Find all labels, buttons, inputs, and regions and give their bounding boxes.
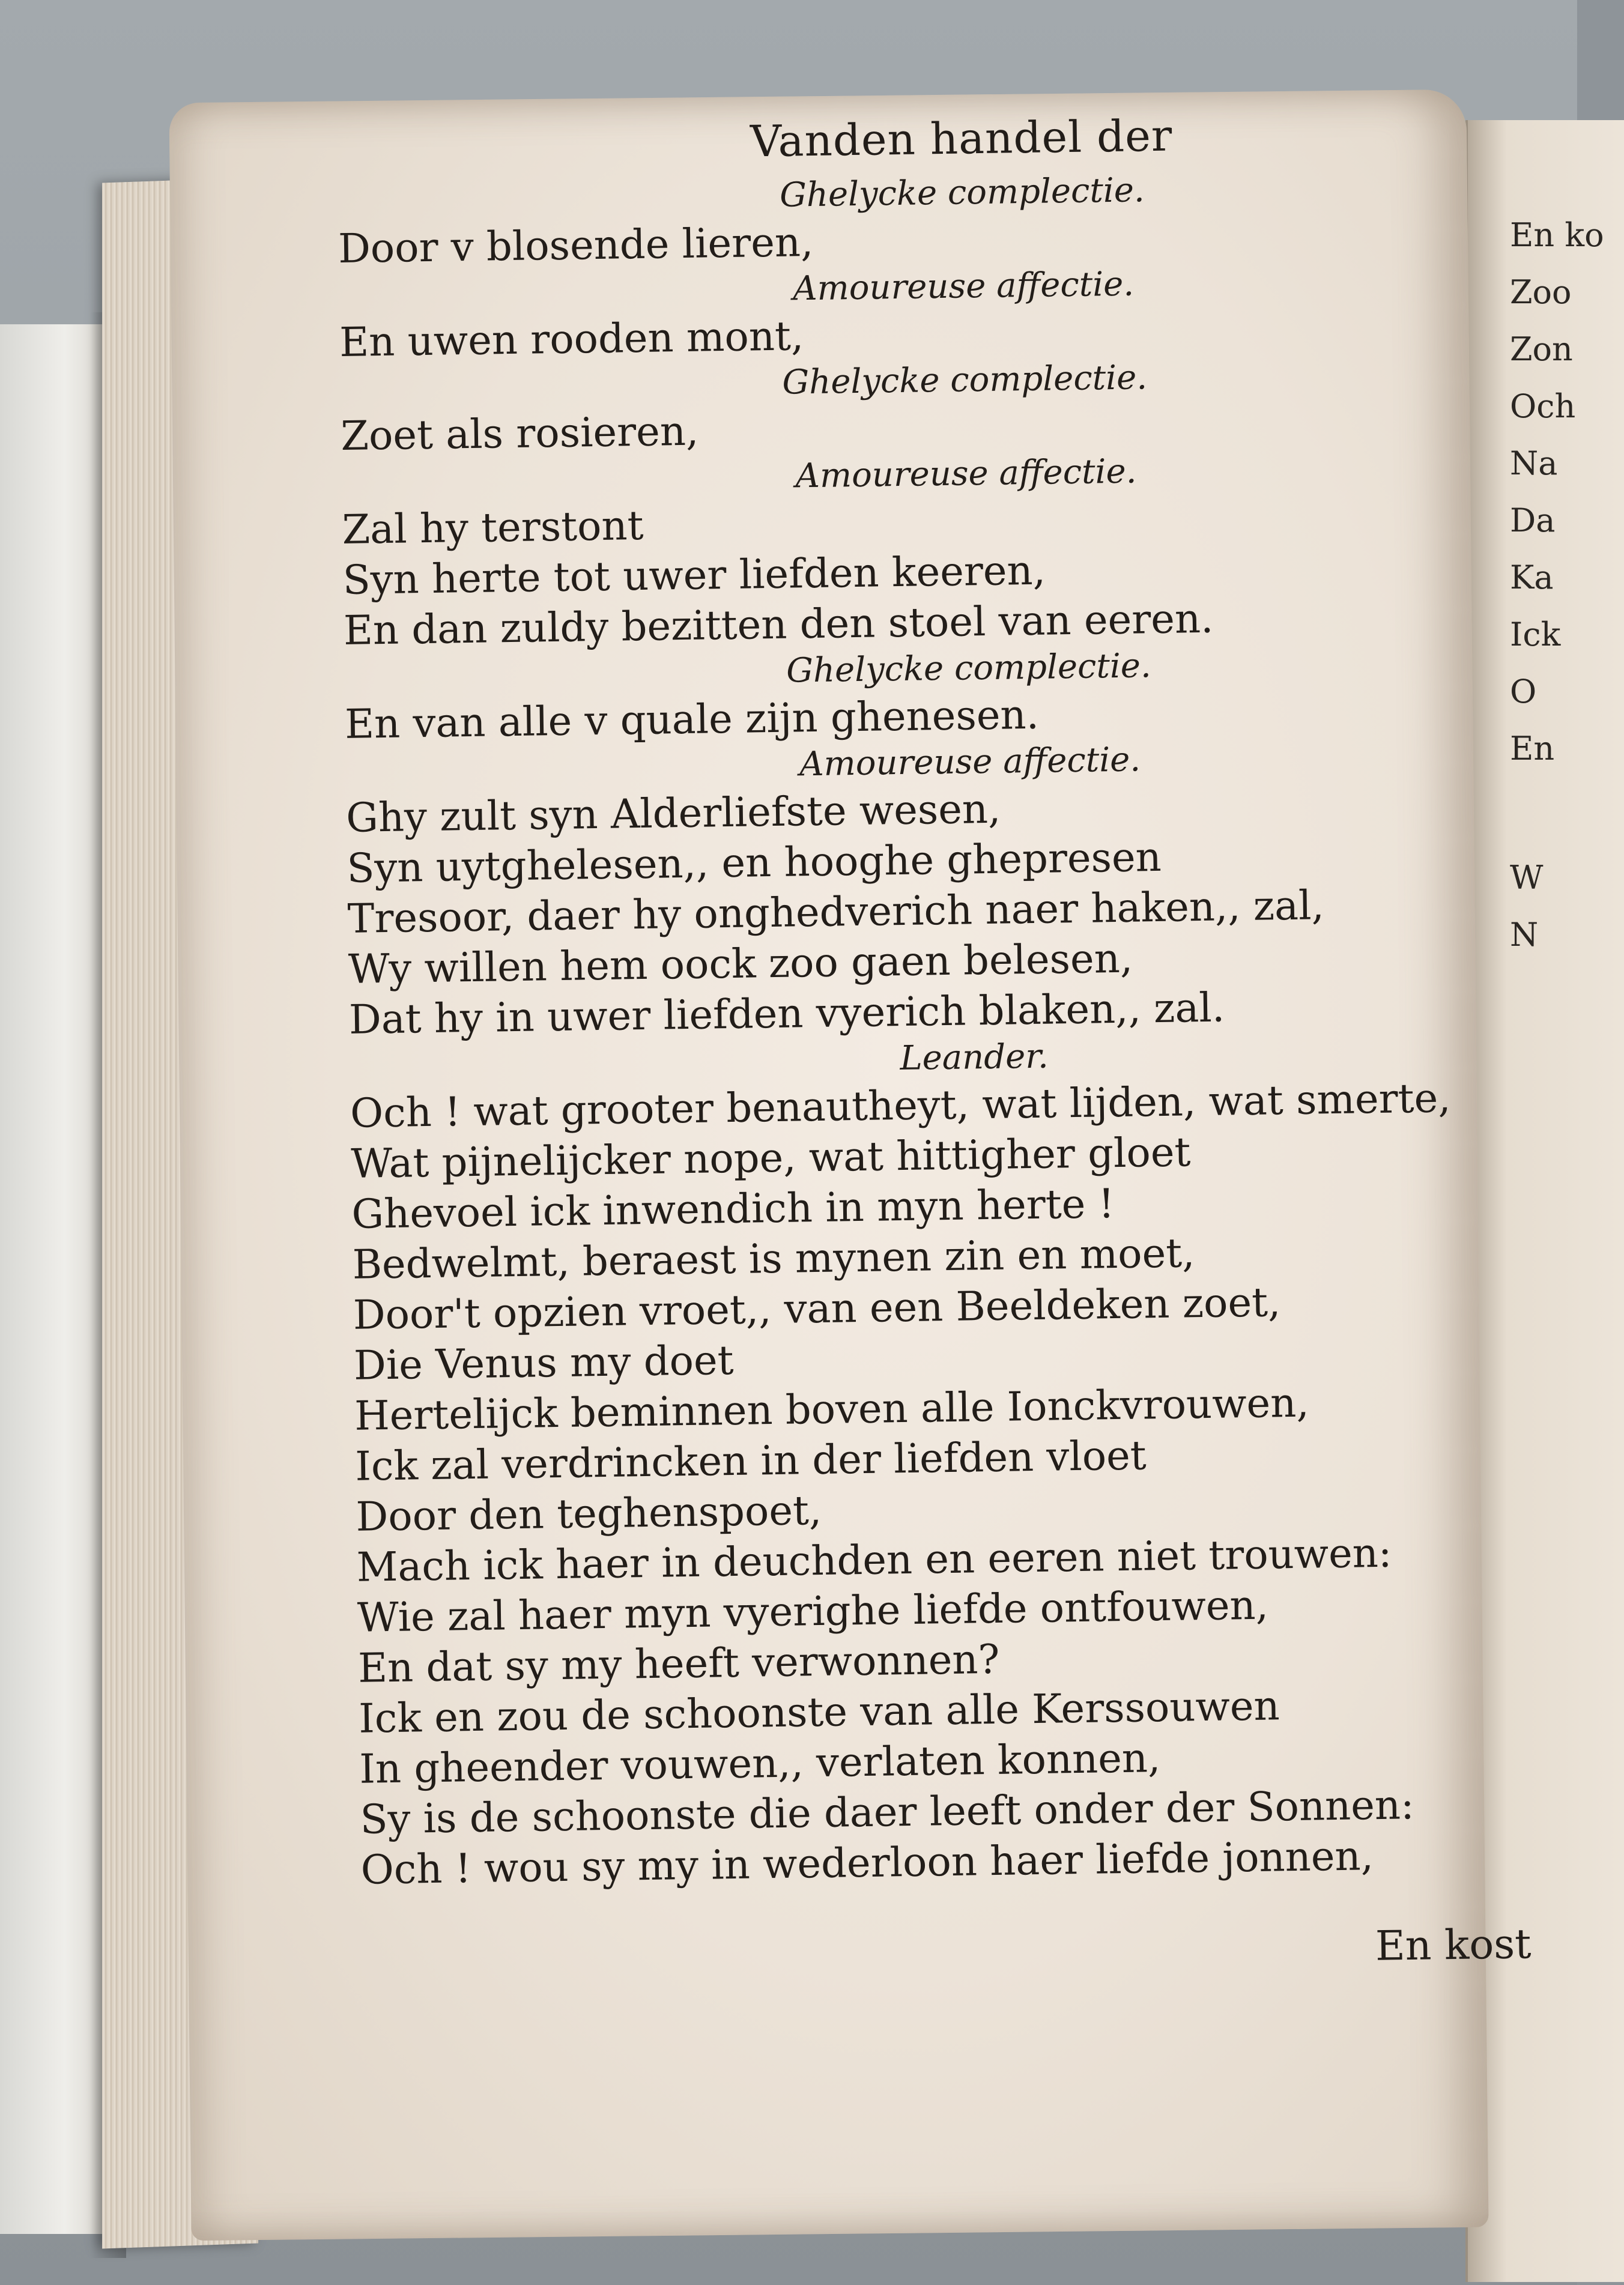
verse-line: Ghy zult syn Alderliefste wesen,: [345, 785, 1001, 841]
verse-line: Door den teghenspoet,: [356, 1486, 822, 1540]
facing-line-fragment: Da: [1510, 501, 1556, 539]
speaker-label: Leander.: [900, 1037, 1049, 1079]
verse-line: Syn uytghelesen,, en hooghe ghepresen: [346, 833, 1162, 892]
verse-line: Och ! wou sy my in wederloon haer liefde jonnen,: [360, 1832, 1374, 1893]
verse-line: Door't opzien vroet,, van een Beeldeken zoet,: [353, 1279, 1281, 1339]
verse-line: Wat pijnelijcker nope, wat hittigher gloet: [350, 1128, 1191, 1187]
facing-line-fragment: Zoo: [1510, 273, 1572, 311]
running-head: Vanden handel der: [750, 110, 1173, 167]
verse-line: Zal hy terstont: [342, 501, 644, 553]
verse-line: Hertelijck beminnen boven alle Ionckvrouwen,: [354, 1379, 1310, 1439]
speaker-label: Ghelycke complectie.: [786, 646, 1152, 691]
verse-line: En van alle v quale zijn ghenesen.: [344, 691, 1040, 748]
speaker-label: Amoureuse affectie.: [792, 264, 1135, 309]
verse-line: Zoet als rosieren,: [340, 407, 699, 459]
verse-line: Dat hy in uwer liefden vyerich blaken,, zal.: [348, 984, 1225, 1043]
facing-line-fragment: Och: [1510, 387, 1576, 425]
verse-line: Wy willen hem oock zoo gaen belesen,: [348, 934, 1133, 993]
verse-line: Mach ick haer in deuchden en eeren niet trouwen:: [356, 1529, 1392, 1591]
catchword: En kost: [1375, 1920, 1532, 1970]
verse-line: En uwen rooden mont,: [339, 312, 804, 366]
speaker-label: Ghelycke complectie.: [782, 358, 1148, 402]
verse-line: Tresoor, daer hy onghedverich naer haken,, zal,: [347, 882, 1325, 942]
page-text: [336, 98, 1502, 1895]
verse-line: Syn herte tot uwer liefden keeren,: [342, 546, 1046, 604]
speaker-label: Ghelycke complectie.: [779, 171, 1145, 215]
facing-line-fragment: N: [1510, 916, 1539, 954]
verse-line: Sy is de schoonste die daer leeft onder der Sonnen:: [360, 1781, 1415, 1843]
facing-line-fragment: Ka: [1510, 558, 1554, 596]
verse-line: En dat sy my heeft verwonnen?: [357, 1635, 1000, 1692]
verse-line: Och ! wat grooter benautheyt, wat lijden, wat smerte,: [350, 1074, 1452, 1137]
facing-line-fragment: Zon: [1510, 330, 1573, 368]
facing-line-fragment: Na: [1510, 444, 1558, 482]
verse-line: Wie zal haer myn vyerighe liefde ontfouwen,: [357, 1581, 1269, 1641]
facing-line-fragment: W: [1510, 859, 1544, 897]
facing-line-fragment: En ko: [1510, 216, 1604, 254]
verse-line: Bedwelmt, beraest is mynen zin en moet,: [352, 1229, 1195, 1288]
facing-line-fragment: Ick: [1510, 616, 1561, 653]
verse-line: Door v blosende lieren,: [338, 218, 814, 272]
facing-line-fragment: En: [1510, 730, 1555, 767]
verse-line: In gheender vouwen,, verlaten konnen,: [359, 1734, 1161, 1793]
verse-line: Die Venus my doet: [353, 1336, 735, 1389]
verse-line: Ick en zou de schoonste van alle Kerssouwen: [358, 1682, 1280, 1742]
facing-line-fragment: O: [1510, 673, 1537, 710]
verse-line: Ick zal verdrincken in der liefden vloet: [354, 1432, 1147, 1490]
speaker-label: Amoureuse affectie.: [795, 452, 1137, 496]
verse-line: Ghevoel ick inwendich in myn herte !: [351, 1180, 1115, 1238]
speaker-label: Amoureuse affectie.: [799, 740, 1141, 784]
verse-line: En dan zuldy bezitten den stoel van eeren.: [343, 595, 1214, 654]
